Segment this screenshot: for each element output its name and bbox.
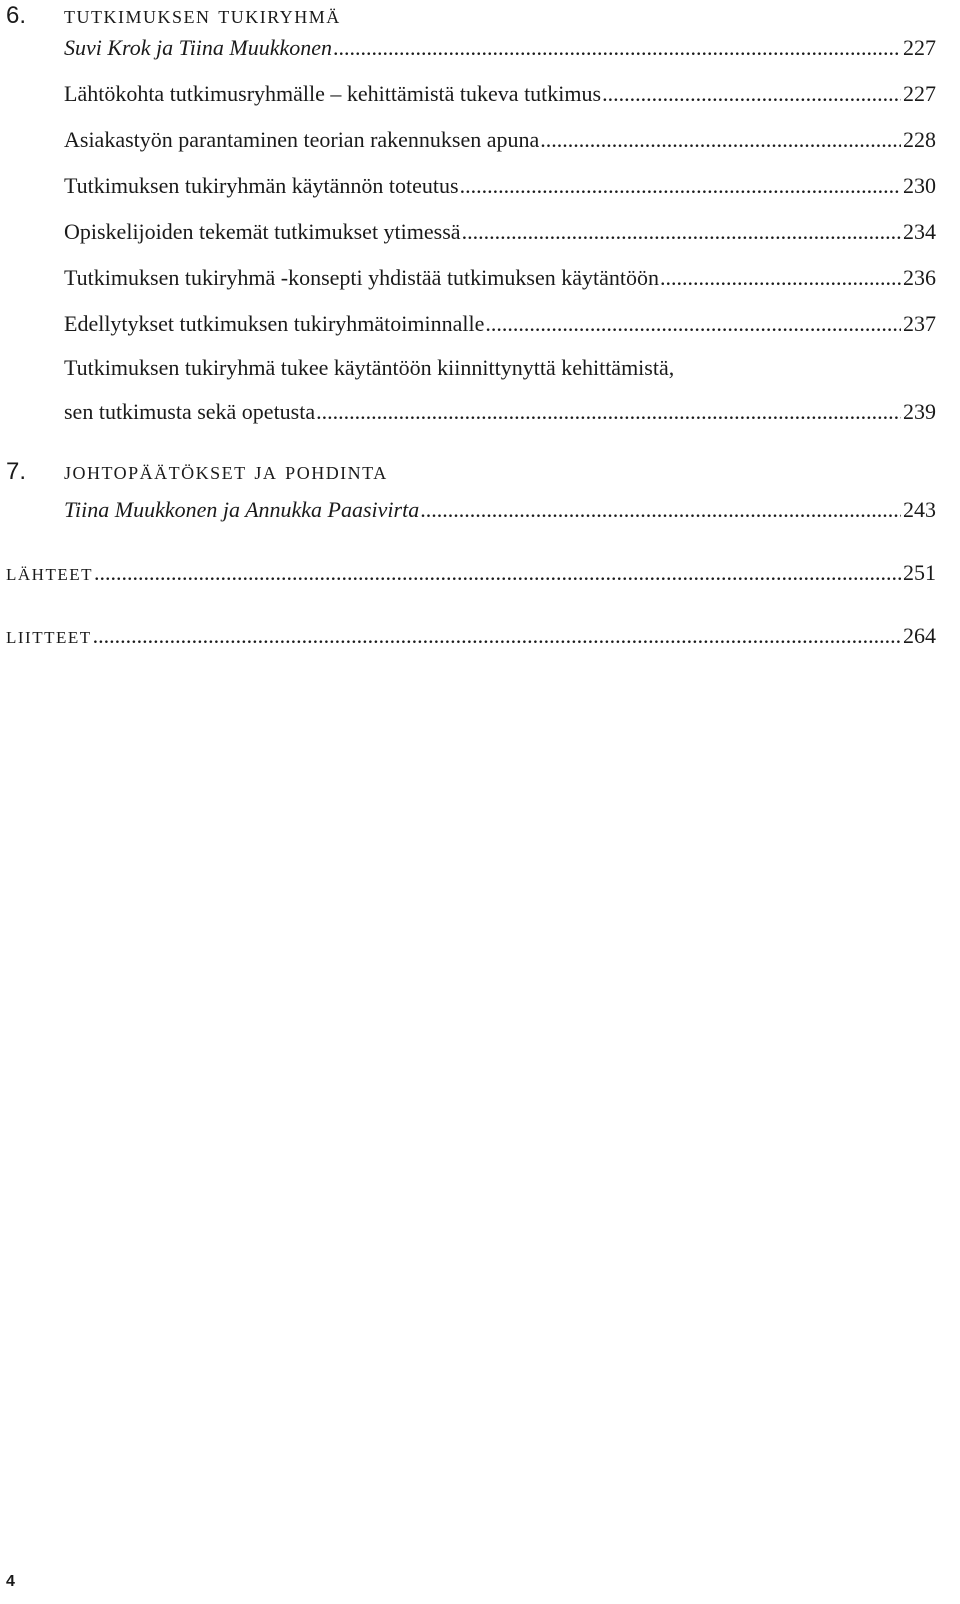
- entry-label: Lähtökohta tutkimusryhmälle – kehittämistä tukeva tutkimus: [64, 81, 602, 106]
- entry-label: Tiina Muukkonen ja Annukka Paasivirta: [64, 497, 420, 522]
- dot-leader: [460, 170, 901, 202]
- dot-leader: [94, 557, 901, 589]
- entry-page: 251: [903, 560, 936, 585]
- toc-entry[interactable]: [64, 124, 936, 156]
- toc-entry-line1[interactable]: Tutkimuksen tukiryhmä tukee käytäntöön kiinnittynyttä kehittämistä,: [64, 355, 675, 380]
- dot-leader: [462, 216, 901, 248]
- section-heading: [6, 0, 936, 32]
- entry-page: 230: [903, 173, 936, 198]
- toc-entry[interactable]: [64, 216, 936, 248]
- entry-label: Tutkimuksen tukiryhmä -konsepti yhdistää tutkimuksen käytäntöön: [64, 265, 659, 290]
- section-title: johtopäätökset ja pohdinta: [64, 458, 388, 485]
- entry-page: 234: [903, 219, 936, 244]
- toc-entry[interactable]: [64, 170, 936, 202]
- dot-leader: [316, 396, 901, 428]
- section-number: 7.: [6, 458, 27, 485]
- toc-entry[interactable]: [64, 396, 936, 428]
- section-number: 6.: [6, 2, 27, 29]
- entry-label: Tutkimuksen tukiryhmän käytännön toteutus: [64, 173, 459, 198]
- entry-page: 239: [903, 399, 936, 424]
- toc-entry-appendices[interactable]: [6, 620, 936, 652]
- entry-label: Opiskelijoiden tekemät tutkimukset ytimessä: [64, 219, 461, 244]
- toc-entry-authors[interactable]: [64, 494, 936, 526]
- dot-leader: [602, 78, 901, 110]
- entry-label: Asiakastyön parantaminen teorian rakennuksen apuna: [64, 127, 540, 152]
- page-number: 4: [6, 1573, 15, 1590]
- dot-leader: [420, 494, 901, 526]
- section-title: tutkimuksen tukiryhmä: [64, 2, 341, 29]
- entry-label: Suvi Krok ja Tiina Muukkonen: [64, 35, 333, 60]
- entry-page: 264: [903, 623, 936, 648]
- entry-label: liitteet: [6, 623, 92, 649]
- entry-page: 243: [903, 497, 936, 522]
- entry-page: 228: [903, 127, 936, 152]
- dot-leader: [540, 124, 901, 156]
- toc-entry-references[interactable]: [6, 557, 936, 589]
- toc-entry-authors[interactable]: [64, 32, 936, 64]
- dot-leader: [333, 32, 901, 64]
- entry-label: sen tutkimusta sekä opetusta: [64, 399, 316, 424]
- entry-page: 236: [903, 265, 936, 290]
- entry-label: Edellytykset tutkimuksen tukiryhmätoiminnalle: [64, 311, 485, 336]
- dot-leader: [93, 620, 901, 652]
- entry-label: lähteet: [6, 560, 93, 586]
- toc-entry[interactable]: [64, 308, 936, 340]
- section-heading: [6, 456, 936, 488]
- dot-leader: [660, 262, 901, 294]
- toc-entry[interactable]: [64, 262, 936, 294]
- entry-page: 227: [903, 81, 936, 106]
- dot-leader: [485, 308, 901, 340]
- entry-page: 227: [903, 35, 936, 60]
- entry-page: 237: [903, 311, 936, 336]
- toc-entry[interactable]: [64, 78, 936, 110]
